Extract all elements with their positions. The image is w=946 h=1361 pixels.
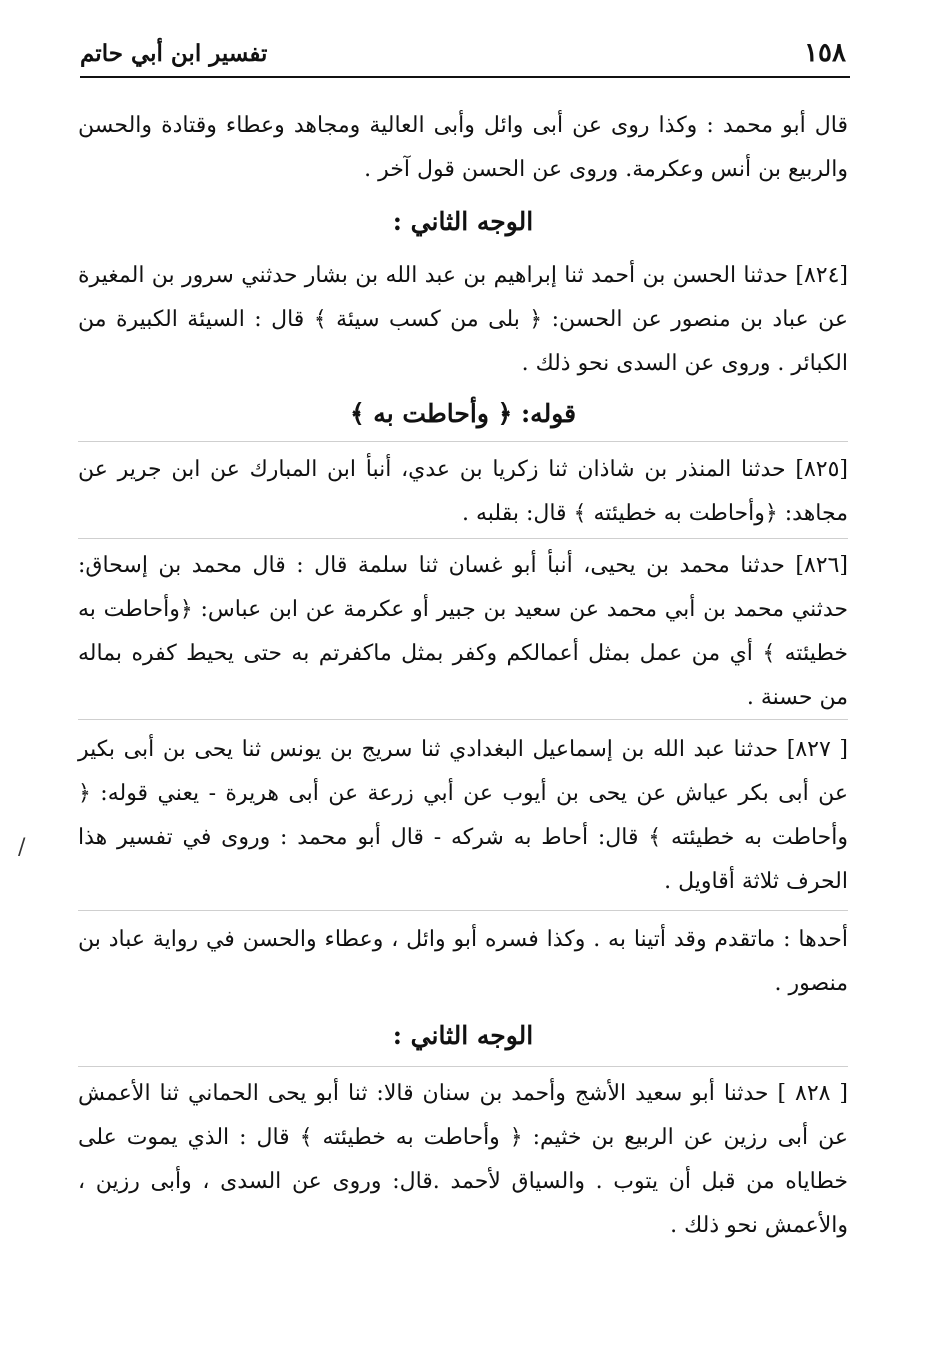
section-heading: الوجه الثاني : — [392, 207, 534, 236]
separator — [78, 441, 848, 442]
paragraph: [٨٢٤] حدثنا الحسن بن أحمد ثنا إبراهيم بن عبد الله بن بشار حدثني سرور بن المغيرة عن عباد بن منصور عن الحسن: ﴿ بلى من كسب سيئة ﴾ قال : السيئة الكبيرة من الكبائر . وروى عن السدى نحو ذلك . — [78, 263, 848, 376]
section-heading: الوجه الثاني : — [392, 1021, 534, 1050]
header-rule — [80, 76, 850, 78]
separator — [78, 719, 848, 720]
separator — [78, 1066, 848, 1067]
paragraph: أحدها : ماتقدم وقد أتينا به . وكذا فسره أبو وائل ، وعطاء والحسن في رواية عباد بن منصور . — [78, 927, 848, 996]
section-heading: قوله: ﴿ وأحاطت به ﴾ — [349, 399, 577, 428]
paragraph: قال أبو محمد : وكذا روى عن أبى وائل وأبى العالية ومجاهد وعطاء وقتادة والحسن والربيع بن أنس وعكرمة. وروى عن الحسن قول آخر . — [78, 113, 848, 182]
running-title: تفسير ابن أبي حاتم — [80, 40, 268, 67]
paragraph: [ ٨٢٧] حدثنا عبد الله بن إسماعيل البغدادي ثنا سريج بن يونس ثنا يحى بن أبى بكير عن أبى بكر عياش عن يحى بن أيوب عن أبي زرعة عن أبى هريرة - يعني قوله: ﴿ وأحاطت به خطيئته ﴾ قال: أحاط به شركه - قال أبو محمد : وروى في تفسير هذا الحرف ثلاثة أقاويل . — [78, 737, 848, 894]
paragraph: [٨٢٦] حدثنا محمد بن يحيى، أنبأ أبو غسان ثنا سلمة قال : قال محمد بن إسحاق: حدثني محمد بن أبي محمد عن سعيد بن جبير أو عكرمة عن ابن عباس: ﴿وأحاطت به خطيئته ﴾ أي من عمل بمثل أعمالكم وكفر بمثل ماكفرتم به حتى يحيط كفره بماله من حسنة . — [78, 553, 848, 710]
page-number: ١٥٨ — [804, 38, 846, 68]
separator — [78, 538, 848, 539]
paragraph: [٨٢٥] حدثنا المنذر بن شاذان ثنا زكريا بن عدي، أنبأ ابن المبارك عن ابن جرير عن مجاهد: ﴿وأحاطت به خطيئته ﴾ قال: بقلبه . — [78, 457, 848, 526]
separator — [78, 910, 848, 911]
page-header — [80, 30, 850, 74]
paragraph: [ ٨٢٨ ] حدثنا أبو سعيد الأشج وأحمد بن سنان قالا: ثنا أبو يحى الحماني ثنا الأعمش عن أبى رزين عن الربيع بن خثيم: ﴿ وأحاطت به خطيئته ﴾ قال : الذي يموت على خطاياه من قبل أن يتوب . والسياق لأحمد .قال: وروى عن السدى ، وأبى رزين ، والأعمش نحو ذلك . — [78, 1081, 848, 1238]
margin-mark: / — [18, 835, 26, 860]
